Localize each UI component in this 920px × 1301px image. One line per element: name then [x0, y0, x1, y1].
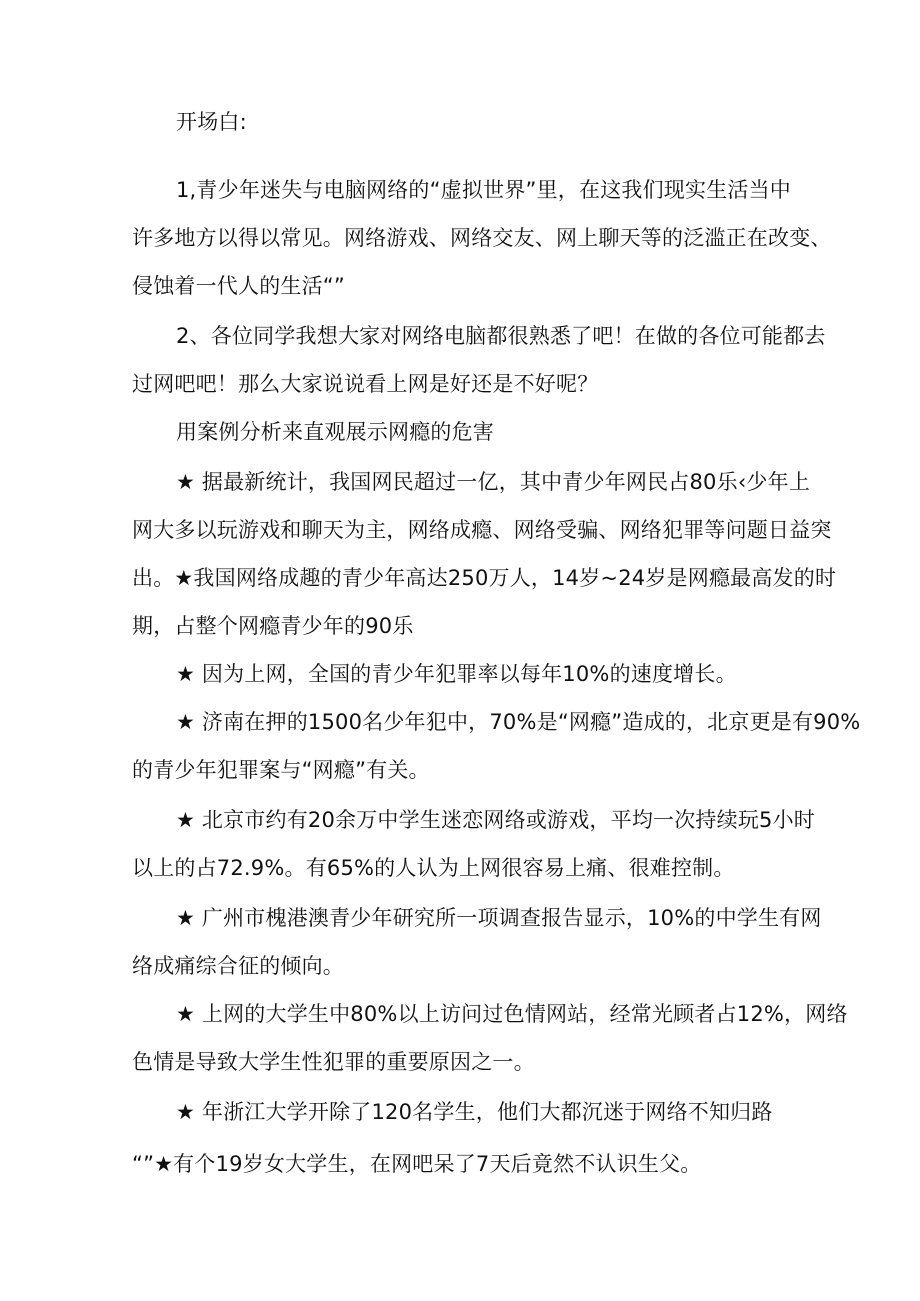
paragraph-line: 过网吧吧！那么大家说说看上网是好还是不好呢？: [132, 372, 599, 396]
paragraph-line: 网大多以玩游戏和聊天为主，网络成瘾、网络受骗、网络犯罪等问题日益突: [132, 518, 832, 542]
paragraph-line: ★ 因为上网，全国的青少年犯罪率以每年10%的速度增长。: [176, 662, 737, 686]
paragraph-line: 期，占整个网瘾青少年的90乐: [132, 614, 414, 638]
paragraph-line: ★ 上网的大学生中80%以上访问过色情网站，经常光顾者占12%，网络: [176, 1002, 848, 1026]
paragraph-line: “”★有个19岁女大学生，在网吧呆了7天后竟然不认识生父。: [132, 1152, 702, 1176]
paragraph-line: 2、各位同学我想大家对网络电脑都很熟悉了吧！在做的各位可能都去: [176, 324, 826, 348]
paragraph-line: 许多地方以得以常见。网络游戏、网络交友、网上聊天等的泛滥正在改变、: [132, 226, 832, 250]
paragraph-line: 1,青少年迷失与电脑网络的“虚拟世界”里，在这我们现实生活当中: [176, 178, 791, 202]
section-heading: 用案例分析来直观展示网瘾的危害: [176, 420, 494, 444]
heading-opening: 开场白:: [176, 110, 247, 134]
paragraph-line: ★ 广州市槐港澳青少年研究所一项调查报告显示，10%的中学生有网: [176, 906, 822, 930]
paragraph-line: 的青少年犯罪案与“网瘾”有关。: [132, 758, 430, 782]
paragraph-line: ★ 北京市约有20余万中学生迷恋网络或游戏，平均一次持续玩5小时: [176, 808, 815, 832]
paragraph-line: 出。★我国网络成趣的青少年高达250万人，14岁~24岁是网瘾最高发的时: [132, 566, 837, 590]
paragraph-line: ★ 年浙江大学开除了120名学生，他们大都沉迷于网络不知归路: [176, 1100, 773, 1124]
paragraph-line: ★ 据最新统计，我国网民超过一亿，其中青少年网民占80乐‹少年上: [176, 470, 811, 494]
paragraph-line: 以上的占72.9%。有65%的人认为上网很容易上痛、很难控制。: [132, 856, 735, 880]
paragraph-line: 色情是导致大学生性犯罪的重要原因之一。: [132, 1050, 535, 1074]
paragraph-line: 络成痛综合征的倾向。: [132, 954, 344, 978]
paragraph-line: 侵蚀着一代人的生活“”: [132, 274, 345, 298]
paragraph-line: ★ 济南在押的1500名少年犯中，70%是“网瘾”造成的，北京更是有90%: [176, 710, 861, 734]
